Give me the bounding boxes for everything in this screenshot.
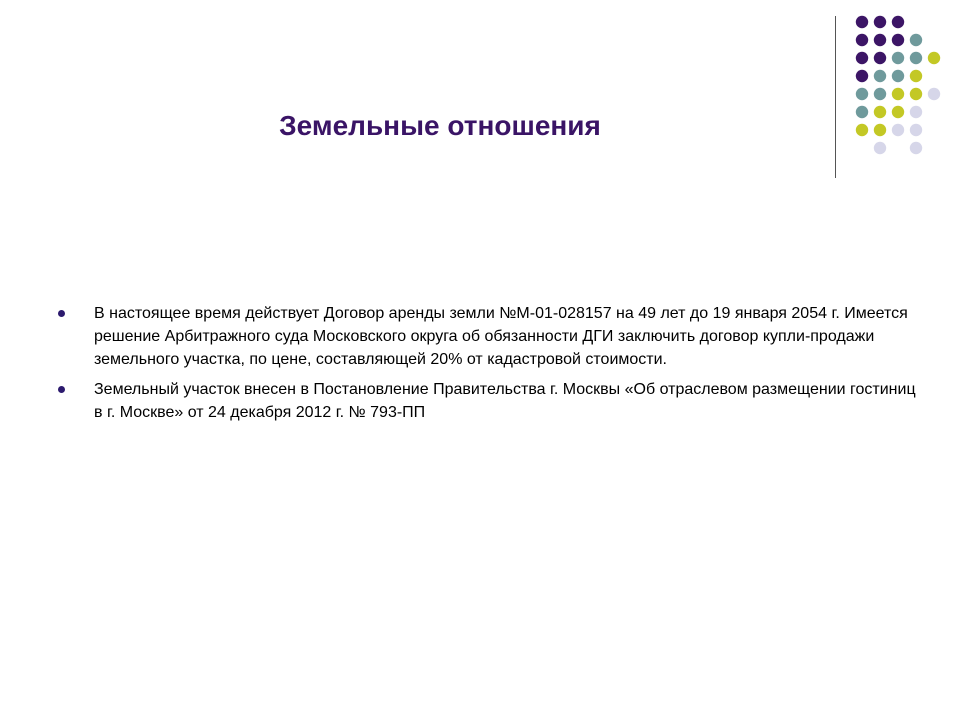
bullet-item-government-resolution [58,378,918,424]
decorative-dot [874,34,886,46]
decorative-dot [856,52,868,64]
bullet-text: В настоящее время действует Договор аренды земли №М-01-028157 на 49 лет до 19 января 2054 г. Имеется решение Арбитражного суда Московского округа об обязанности ДГИ заключить договор купли-продажи земельного участка, по цене, составляющей 20% от кадастровой стоимости. [94,305,908,368]
bullet-list [58,302,918,431]
decorative-dot [856,88,868,100]
decorative-dot [892,124,904,136]
decorative-dot [856,70,868,82]
decorative-dot [928,88,940,100]
decorative-dot [874,142,886,154]
decorative-dot [874,106,886,118]
decorative-dot [856,16,868,28]
decorative-dot [910,124,922,136]
decorative-dot [910,70,922,82]
vertical-divider-line [835,16,836,178]
decorative-dot [910,88,922,100]
decorative-dot [910,52,922,64]
decorative-dot [892,16,904,28]
decorative-dot [910,34,922,46]
decorative-dot [892,34,904,46]
decorative-dot [892,88,904,100]
decorative-dot [874,124,886,136]
decorative-dot-grid [0,0,960,180]
bullet-text: Земельный участок внесен в Постановление Правительства г. Москвы «Об отраслевом размещении гостиниц в г. Москве» от 24 декабря 2012 г. № 793-ПП [94,381,916,421]
decorative-dot [928,52,940,64]
bullet-item-lease-agreement [58,302,918,371]
decorative-dot [874,52,886,64]
slide-title: Земельные отношения [279,110,601,141]
decorative-dot [892,70,904,82]
decorative-dot [910,106,922,118]
decorative-dot [874,88,886,100]
bullet-dot-icon [58,386,65,393]
dot-grid-svg [0,0,960,180]
decorative-dot [892,52,904,64]
decorative-dot [910,142,922,154]
decorative-dot [892,106,904,118]
bullet-dot-icon [58,310,65,317]
decorative-dot [874,70,886,82]
decorative-dot [874,16,886,28]
decorative-dot [856,124,868,136]
decorative-dot [856,106,868,118]
decorative-dot [856,34,868,46]
